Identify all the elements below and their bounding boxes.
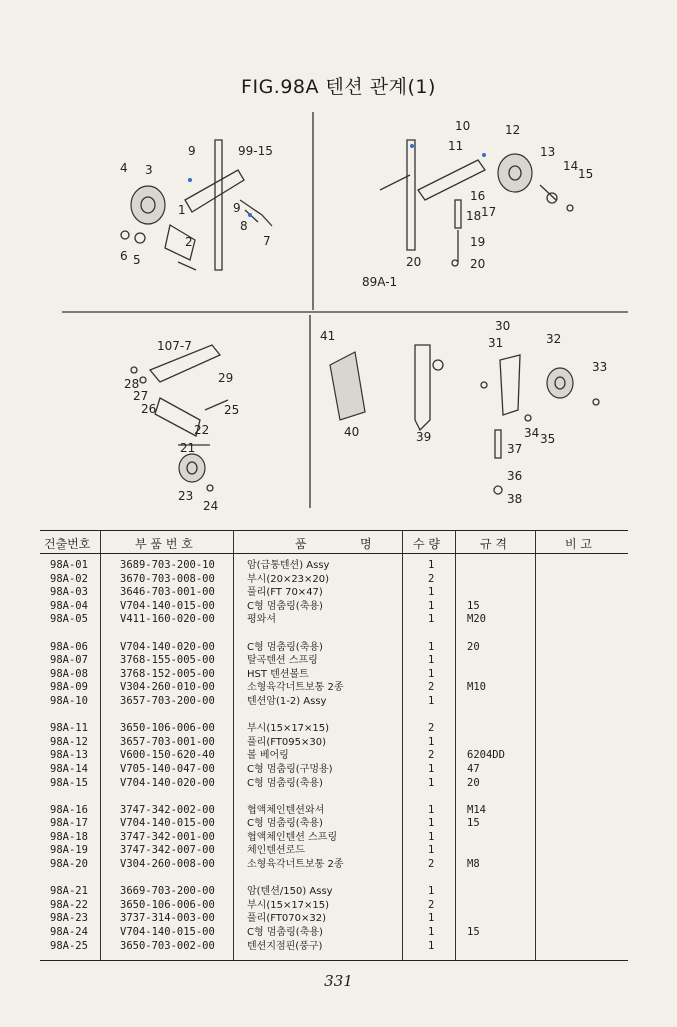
part-no-cell: V704-140-015-00 (120, 926, 215, 939)
part-name-cell: 텐션지점핀(풍구) (247, 940, 323, 952)
table-row (40, 777, 628, 791)
diagram-label: 9 (188, 144, 196, 158)
part-no-cell: 3657-703-001-00 (120, 735, 215, 748)
diagram-label: 34 (524, 426, 540, 440)
table-row (40, 804, 628, 818)
diagram-label: 13 (540, 145, 556, 159)
part-name-cell: C형 멈춤링(축용) (247, 927, 323, 939)
diagram-label: 6 (120, 249, 128, 263)
ref-no-cell: 98A-07 (50, 654, 88, 667)
part-no-cell: 3650-106-006-00 (120, 722, 215, 735)
diagram-label: 89A-1 (362, 275, 398, 289)
qty-cell: 1 (428, 885, 435, 898)
table-row (40, 641, 628, 655)
spec-cell: 20 (467, 640, 480, 653)
table-row (40, 600, 628, 614)
part-name-cell: 풀리(FT070×32) (247, 913, 326, 925)
diagram-label: 19 (470, 235, 486, 249)
part-name-cell: C형 멈춤링(축용) (247, 818, 323, 830)
diagram-label: 16 (470, 189, 486, 203)
part-name-cell: 협액체인텐션 스프링 (247, 831, 338, 843)
table-row (40, 586, 628, 600)
diagram-label: 20 (406, 255, 422, 269)
qty-cell: 1 (428, 912, 435, 925)
parts-table (40, 530, 628, 953)
qty-cell: 1 (428, 762, 435, 775)
part-no-cell: 3689-703-200-10 (120, 559, 215, 571)
part-no-cell: 3747-342-002-00 (120, 803, 215, 816)
ref-no-cell: 98A-21 (50, 885, 88, 898)
part-name-cell: 풀리(FT 70×47) (247, 587, 323, 599)
ref-no-cell: 98A-06 (50, 640, 88, 653)
diagram-label: 10 (455, 119, 471, 133)
table-row (40, 654, 628, 668)
diagram-label: 11 (448, 139, 464, 153)
ref-no-cell: 98A-14 (50, 762, 88, 775)
spec-cell: M20 (467, 613, 486, 626)
table-row (40, 736, 628, 750)
part-name-cell: 협액체인텐션와셔 (247, 804, 325, 816)
spec-cell: 15 (467, 817, 480, 830)
part-no-cell: 3646-703-001-00 (120, 586, 215, 599)
qty-cell: 1 (428, 844, 435, 857)
ref-no-cell: 98A-23 (50, 912, 88, 925)
diagram-label: 30 (495, 319, 511, 333)
ref-no-cell: 98A-04 (50, 599, 88, 612)
table-row (40, 695, 628, 709)
ref-no-cell: 98A-25 (50, 939, 88, 952)
table-header (40, 530, 628, 554)
table-bottom-border (40, 960, 628, 961)
part-no-cell: 3737-314-003-00 (120, 912, 215, 925)
page-number: 331 (324, 972, 353, 990)
header-spec: 규 격 (480, 537, 507, 551)
page-title: FIG.98A 텐션 관계(1) (241, 76, 436, 98)
diagram-label: 15 (578, 167, 594, 181)
qty-cell: 1 (428, 803, 435, 816)
table-row (40, 885, 628, 899)
drawing-bottom-left (131, 345, 228, 491)
diagram-label: 7 (263, 234, 271, 248)
table-row (40, 912, 628, 926)
diagram-label: 8 (240, 219, 248, 233)
qty-cell: 2 (428, 722, 435, 735)
diagram-label: 38 (507, 492, 523, 506)
part-no-cell: V304-260-008-00 (120, 858, 215, 871)
table-row (40, 817, 628, 831)
part-name-cell: 탈곡텐션 스프링 (247, 655, 318, 667)
qty-cell: 1 (428, 654, 435, 667)
diagram-label: 25 (224, 403, 240, 417)
ref-no-cell: 98A-09 (50, 681, 88, 694)
table-row (40, 844, 628, 858)
table-row (40, 858, 628, 872)
qty-cell: 1 (428, 776, 435, 789)
spec-cell: 47 (467, 762, 480, 775)
table-row (40, 940, 628, 954)
table-row (40, 763, 628, 777)
spec-cell: 20 (467, 776, 480, 789)
diagram-label: 26 (141, 402, 157, 416)
diagram-label: 28 (124, 377, 140, 391)
part-no-cell: V705-140-047-00 (120, 762, 215, 775)
diagram-label: 21 (180, 441, 196, 455)
qty-cell: 1 (428, 939, 435, 952)
ref-no-cell: 98A-24 (50, 926, 88, 939)
ref-no-cell: 98A-13 (50, 749, 88, 762)
header-name-2: 명 (360, 537, 372, 551)
part-name-cell: 텐션암(1-2) Assy (247, 695, 327, 707)
spec-cell: M8 (467, 858, 480, 871)
diagram-label: 5 (133, 253, 141, 267)
diagram-label: 107-7 (157, 339, 192, 353)
qty-cell: 1 (428, 694, 435, 707)
ref-no-cell: 98A-08 (50, 667, 88, 680)
spec-cell: 15 (467, 926, 480, 939)
diagram-label: 3 (145, 163, 153, 177)
ref-no-cell: 98A-03 (50, 586, 88, 599)
ref-no-cell: 98A-16 (50, 803, 88, 816)
diagram-label: 31 (488, 336, 504, 350)
ref-no-cell: 98A-15 (50, 776, 88, 789)
part-no-cell: 3747-342-007-00 (120, 844, 215, 857)
qty-cell: 2 (428, 749, 435, 762)
ref-no-cell: 98A-05 (50, 613, 88, 626)
ref-no-cell: 98A-20 (50, 858, 88, 871)
ref-no-cell: 98A-17 (50, 817, 88, 830)
table-row (40, 668, 628, 682)
ref-no-cell: 98A-18 (50, 830, 88, 843)
part-no-cell: V704-140-020-00 (120, 640, 215, 653)
header-ref-no: 건출번호 (44, 537, 91, 551)
part-name-cell: 풀리(FT095×30) (247, 736, 326, 748)
part-name-cell: 암(급통텐션) Assy (247, 560, 330, 571)
diagram-label: 20 (470, 257, 486, 271)
part-no-cell: V600-150-620-40 (120, 749, 215, 762)
qty-cell: 2 (428, 858, 435, 871)
diagram-label: 24 (203, 499, 219, 513)
ref-no-cell: 98A-10 (50, 694, 88, 707)
drawing-bottom-right (330, 345, 599, 494)
part-no-cell: V704-140-015-00 (120, 817, 215, 830)
spec-cell: 15 (467, 599, 480, 612)
qty-cell: 1 (428, 830, 435, 843)
table-row (40, 722, 628, 736)
diagram-label: 17 (481, 205, 497, 219)
diagram-label: 99-15 (238, 144, 273, 158)
diagram-label: 14 (563, 159, 579, 173)
diagram-label: 2 (185, 235, 193, 249)
qty-cell: 1 (428, 559, 435, 571)
diagram-label: 29 (218, 371, 234, 385)
part-name-cell: 부시(15×17×15) (247, 899, 330, 911)
part-no-cell: 3650-106-006-00 (120, 898, 215, 911)
diagram-label: 22 (194, 423, 210, 437)
table-row (40, 899, 628, 913)
part-no-cell: 3657-703-200-00 (120, 694, 215, 707)
table-row (40, 559, 628, 573)
part-no-cell: 3747-342-001-00 (120, 830, 215, 843)
qty-cell: 1 (428, 586, 435, 599)
part-no-cell: V411-160-020-00 (120, 613, 215, 626)
part-no-cell: V704-140-015-00 (120, 599, 215, 612)
header-part-no: 부 품 번 호 (135, 537, 193, 551)
qty-cell: 1 (428, 817, 435, 830)
table-row (40, 831, 628, 845)
diagram-label: 37 (507, 442, 523, 456)
diagram-label: 32 (546, 332, 562, 346)
ref-no-cell: 98A-22 (50, 898, 88, 911)
part-no-cell: 3670-703-008-00 (120, 572, 215, 585)
ref-no-cell: 98A-19 (50, 844, 88, 857)
diagram-label: 33 (592, 360, 608, 374)
diagram-label: 40 (344, 425, 360, 439)
part-no-cell: V304-260-010-00 (120, 681, 215, 694)
part-no-cell: 3768-155-005-00 (120, 654, 215, 667)
qty-cell: 1 (428, 640, 435, 653)
qty-cell: 1 (428, 613, 435, 626)
spec-cell: M10 (467, 681, 486, 694)
part-name-cell: 암(텐션/150) Assy (247, 886, 333, 898)
ref-no-cell: 98A-12 (50, 735, 88, 748)
part-name-cell: 부시(20×23×20) (247, 573, 330, 585)
part-name-cell: 소형육각너트보통 2종 (247, 859, 344, 871)
part-no-cell: 3669-703-200-00 (120, 885, 215, 898)
qty-cell: 2 (428, 572, 435, 585)
qty-cell: 1 (428, 735, 435, 748)
part-name-cell: 부시(15×17×15) (247, 723, 330, 735)
diagram-label: 1 (178, 203, 186, 217)
spec-cell: 6204DD (467, 749, 505, 762)
part-name-cell: 볼 베어링 (247, 750, 289, 762)
table-row (40, 573, 628, 587)
diagram-label: 9 (233, 201, 241, 215)
table-row (40, 613, 628, 627)
part-name-cell: HST 텐션볼트 (247, 668, 309, 680)
diagram-label: 36 (507, 469, 523, 483)
diagram-label: 41 (320, 329, 336, 343)
qty-cell: 1 (428, 667, 435, 680)
header-qty: 수 량 (413, 537, 440, 551)
diagram-label: 23 (178, 489, 194, 503)
qty-cell: 2 (428, 898, 435, 911)
part-name-cell: 소형육각너트보통 2종 (247, 682, 344, 694)
part-name-cell: C형 멈춤링(구멍용) (247, 763, 333, 775)
qty-cell: 1 (428, 599, 435, 612)
table-row (40, 681, 628, 695)
part-no-cell: 3768-152-005-00 (120, 667, 215, 680)
table-row (40, 749, 628, 763)
diagram-label: 35 (540, 432, 556, 446)
ref-no-cell: 98A-01 (50, 559, 88, 571)
diagram-label: 27 (133, 389, 149, 403)
part-name-cell: 체인텐션로드 (247, 845, 305, 857)
diagram-label: 12 (505, 123, 521, 137)
spec-cell: M14 (467, 803, 486, 816)
ref-no-cell: 98A-02 (50, 572, 88, 585)
part-no-cell: V704-140-020-00 (120, 776, 215, 789)
drawing-top-left (121, 140, 272, 270)
part-name-cell: C형 멈춤링(축용) (247, 600, 323, 612)
part-no-cell: 3650-703-002-00 (120, 939, 215, 952)
diagram-label: 4 (120, 161, 128, 175)
table-body (40, 559, 628, 953)
header-remarks: 비 고 (565, 537, 592, 551)
part-name-cell: C형 멈춤링(축용) (247, 777, 323, 789)
qty-cell: 2 (428, 681, 435, 694)
part-name-cell: 평와셔 (247, 614, 276, 626)
diagram-label: 18 (466, 209, 482, 223)
ref-no-cell: 98A-11 (50, 722, 88, 735)
table-row (40, 926, 628, 940)
part-name-cell: C형 멈춤링(축용) (247, 641, 323, 653)
diagram-label: 39 (416, 430, 432, 444)
qty-cell: 1 (428, 926, 435, 939)
header-name-1: 품 (295, 537, 307, 551)
